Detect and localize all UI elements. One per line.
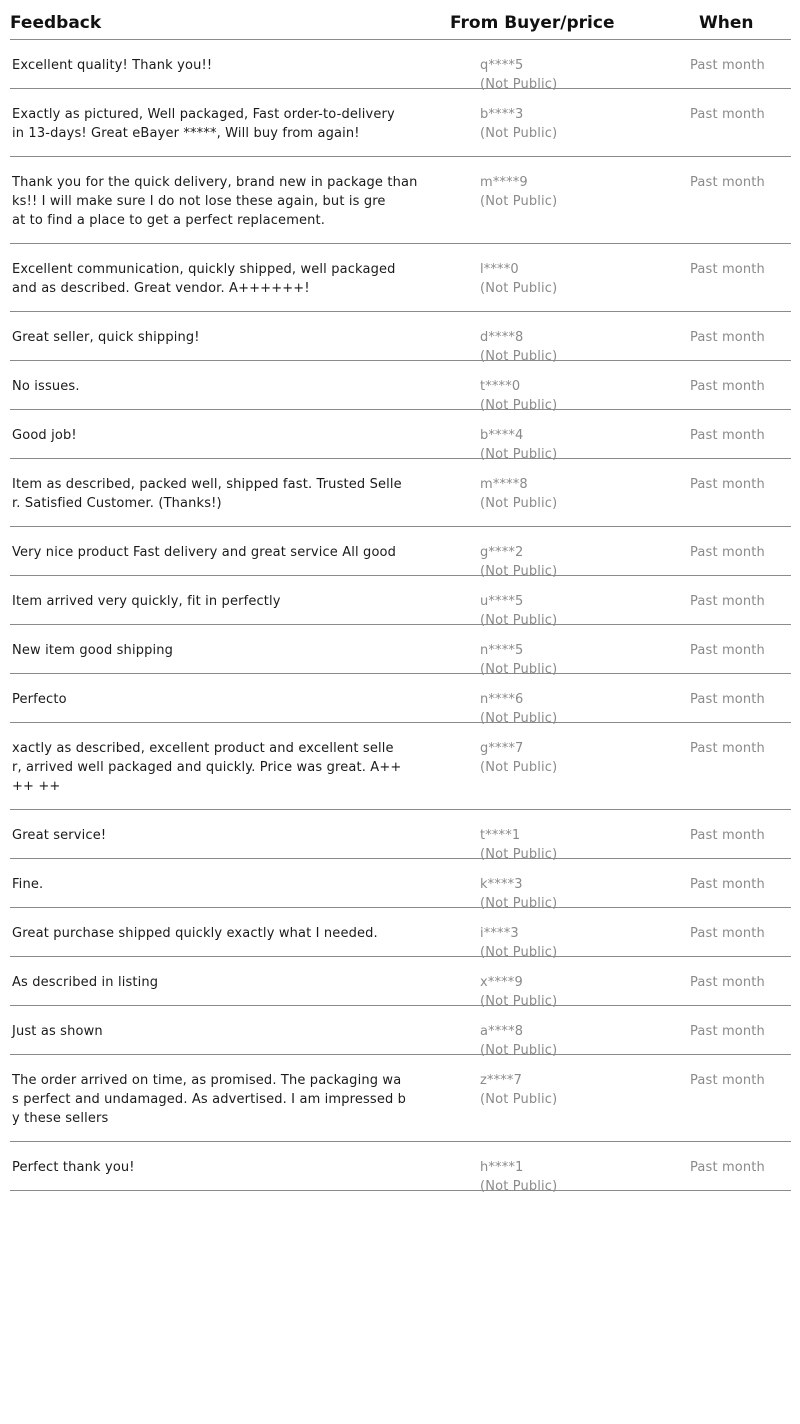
buyer-price: (Not Public) bbox=[480, 847, 558, 862]
feedback-comment: Perfecto bbox=[12, 692, 67, 707]
buyer-id: b****4 bbox=[480, 428, 524, 443]
buyer-id: m****8 bbox=[480, 477, 528, 492]
feedback-when: Past month bbox=[690, 594, 765, 609]
buyer-price: (Not Public) bbox=[480, 945, 558, 960]
table-row bbox=[10, 361, 791, 413]
buyer-price: (Not Public) bbox=[480, 760, 558, 775]
buyer-id: n****5 bbox=[480, 643, 524, 658]
feedback-comment: Great service! bbox=[12, 828, 107, 843]
feedback-comment: Excellent communication, quickly shipped, well packaged and as described. Great vendor. A++++++! bbox=[12, 262, 396, 296]
buyer-price: (Not Public) bbox=[480, 281, 558, 296]
feedback-when: Past month bbox=[690, 1024, 765, 1039]
buyer-price: (Not Public) bbox=[480, 1179, 558, 1194]
table-row bbox=[10, 40, 791, 92]
buyer-info bbox=[480, 1071, 557, 1109]
buyer-price: (Not Public) bbox=[480, 896, 558, 911]
buyer-id: n****6 bbox=[480, 692, 524, 707]
feedback-when: Past month bbox=[690, 262, 765, 277]
buyer-price: (Not Public) bbox=[480, 126, 558, 141]
feedback-comment: Item as described, packed well, shipped fast. Trusted Selle r. Satisfied Customer. (Thanks!) bbox=[12, 477, 402, 511]
table-row bbox=[10, 576, 791, 628]
table-row bbox=[10, 410, 791, 462]
buyer-info bbox=[480, 1158, 557, 1196]
column-header-when: When bbox=[699, 13, 754, 33]
buyer-price: (Not Public) bbox=[480, 994, 558, 1009]
buyer-id: m****9 bbox=[480, 175, 528, 190]
feedback-comment: Very nice product Fast delivery and great service All good bbox=[12, 545, 397, 560]
feedback-when: Past month bbox=[690, 1160, 765, 1175]
table-row bbox=[10, 674, 791, 726]
buyer-id: l****0 bbox=[480, 262, 519, 277]
table-row bbox=[10, 908, 791, 960]
feedback-when: Past month bbox=[690, 428, 765, 443]
feedback-comment: Just as shown bbox=[12, 1024, 103, 1039]
buyer-info bbox=[480, 173, 557, 211]
buyer-id: b****3 bbox=[480, 107, 524, 122]
feedback-when: Past month bbox=[690, 975, 765, 990]
buyer-id: h****1 bbox=[480, 1160, 524, 1175]
buyer-id: x****9 bbox=[480, 975, 523, 990]
feedback-comment: As described in listing bbox=[12, 975, 159, 990]
buyer-price: (Not Public) bbox=[480, 398, 558, 413]
buyer-price: (Not Public) bbox=[480, 564, 558, 579]
table-row bbox=[10, 1055, 791, 1142]
feedback-comment: Perfect thank you! bbox=[12, 1160, 135, 1175]
buyer-price: (Not Public) bbox=[480, 1092, 558, 1107]
table-row bbox=[10, 859, 791, 911]
feedback-comment: Thank you for the quick delivery, brand new in package than ks!! I will make sure I do not lose these again, but is gre at to find a place to get a perfect replacement. bbox=[12, 175, 418, 228]
feedback-comment: Item arrived very quickly, fit in perfectly bbox=[12, 594, 281, 609]
table-row bbox=[10, 1142, 791, 1194]
buyer-price: (Not Public) bbox=[480, 496, 558, 511]
buyer-price: (Not Public) bbox=[480, 349, 558, 364]
buyer-id: z****7 bbox=[480, 1073, 522, 1088]
feedback-comment: Excellent quality! Thank you!! bbox=[12, 58, 213, 73]
table-header bbox=[10, 0, 791, 40]
buyer-id: d****8 bbox=[480, 330, 524, 345]
buyer-info bbox=[480, 739, 557, 777]
feedback-when: Past month bbox=[690, 175, 765, 190]
table-row bbox=[10, 957, 791, 1009]
feedback-table bbox=[10, 0, 791, 1194]
table-row bbox=[10, 1006, 791, 1058]
feedback-comment: Exactly as pictured, Well packaged, Fast order-to-delivery in 13-days! Great eBayer *****, Will buy from again! bbox=[12, 107, 395, 141]
buyer-price: (Not Public) bbox=[480, 613, 558, 628]
buyer-price: (Not Public) bbox=[480, 194, 558, 209]
table-row bbox=[10, 625, 791, 677]
buyer-id: a****8 bbox=[480, 1024, 524, 1039]
feedback-when: Past month bbox=[690, 58, 765, 73]
table-row bbox=[10, 89, 791, 157]
feedback-comment: Fine. bbox=[12, 877, 44, 892]
feedback-when: Past month bbox=[690, 643, 765, 658]
table-row bbox=[10, 244, 791, 312]
feedback-when: Past month bbox=[690, 379, 765, 394]
buyer-id: u****5 bbox=[480, 594, 524, 609]
buyer-info bbox=[480, 475, 557, 513]
feedback-comment: No issues. bbox=[12, 379, 80, 394]
feedback-when: Past month bbox=[690, 877, 765, 892]
feedback-comment: The order arrived on time, as promised. The packaging wa s perfect and undamaged. As advertised. I am impressed b y these sellers bbox=[12, 1073, 407, 1126]
feedback-comment: Great purchase shipped quickly exactly what I needed. bbox=[12, 926, 378, 941]
buyer-id: g****2 bbox=[480, 545, 524, 560]
buyer-id: t****0 bbox=[480, 379, 521, 394]
feedback-when: Past month bbox=[690, 545, 765, 560]
buyer-id: i****3 bbox=[480, 926, 519, 941]
table-row bbox=[10, 527, 791, 579]
buyer-price: (Not Public) bbox=[480, 447, 558, 462]
buyer-price: (Not Public) bbox=[480, 77, 558, 92]
column-header-feedback: Feedback bbox=[10, 13, 102, 33]
feedback-when: Past month bbox=[690, 692, 765, 707]
feedback-when: Past month bbox=[690, 1073, 765, 1088]
feedback-when: Past month bbox=[690, 828, 765, 843]
feedback-when: Past month bbox=[690, 107, 765, 122]
buyer-info bbox=[480, 105, 557, 143]
buyer-price: (Not Public) bbox=[480, 711, 558, 726]
feedback-comment: New item good shipping bbox=[12, 643, 174, 658]
table-row bbox=[10, 810, 791, 862]
table-row bbox=[10, 723, 791, 810]
feedback-comment: xactly as described, excellent product and excellent selle r, arrived well packaged and quickly. Price was great. A++ ++ ++ bbox=[12, 741, 402, 794]
feedback-comment: Good job! bbox=[12, 428, 77, 443]
buyer-id: q****5 bbox=[480, 58, 524, 73]
column-header-from-buyer-price: From Buyer/price bbox=[450, 13, 615, 33]
buyer-price: (Not Public) bbox=[480, 662, 558, 677]
feedback-when: Past month bbox=[690, 741, 765, 756]
feedback-when: Past month bbox=[690, 330, 765, 345]
buyer-id: g****7 bbox=[480, 741, 524, 756]
feedback-comment: Great seller, quick shipping! bbox=[12, 330, 200, 345]
buyer-price: (Not Public) bbox=[480, 1043, 558, 1058]
feedback-when: Past month bbox=[690, 926, 765, 941]
table-row bbox=[10, 157, 791, 244]
feedback-when: Past month bbox=[690, 477, 765, 492]
table-row bbox=[10, 312, 791, 364]
table-row bbox=[10, 459, 791, 527]
buyer-info bbox=[480, 260, 557, 298]
buyer-id: t****1 bbox=[480, 828, 521, 843]
buyer-id: k****3 bbox=[480, 877, 523, 892]
